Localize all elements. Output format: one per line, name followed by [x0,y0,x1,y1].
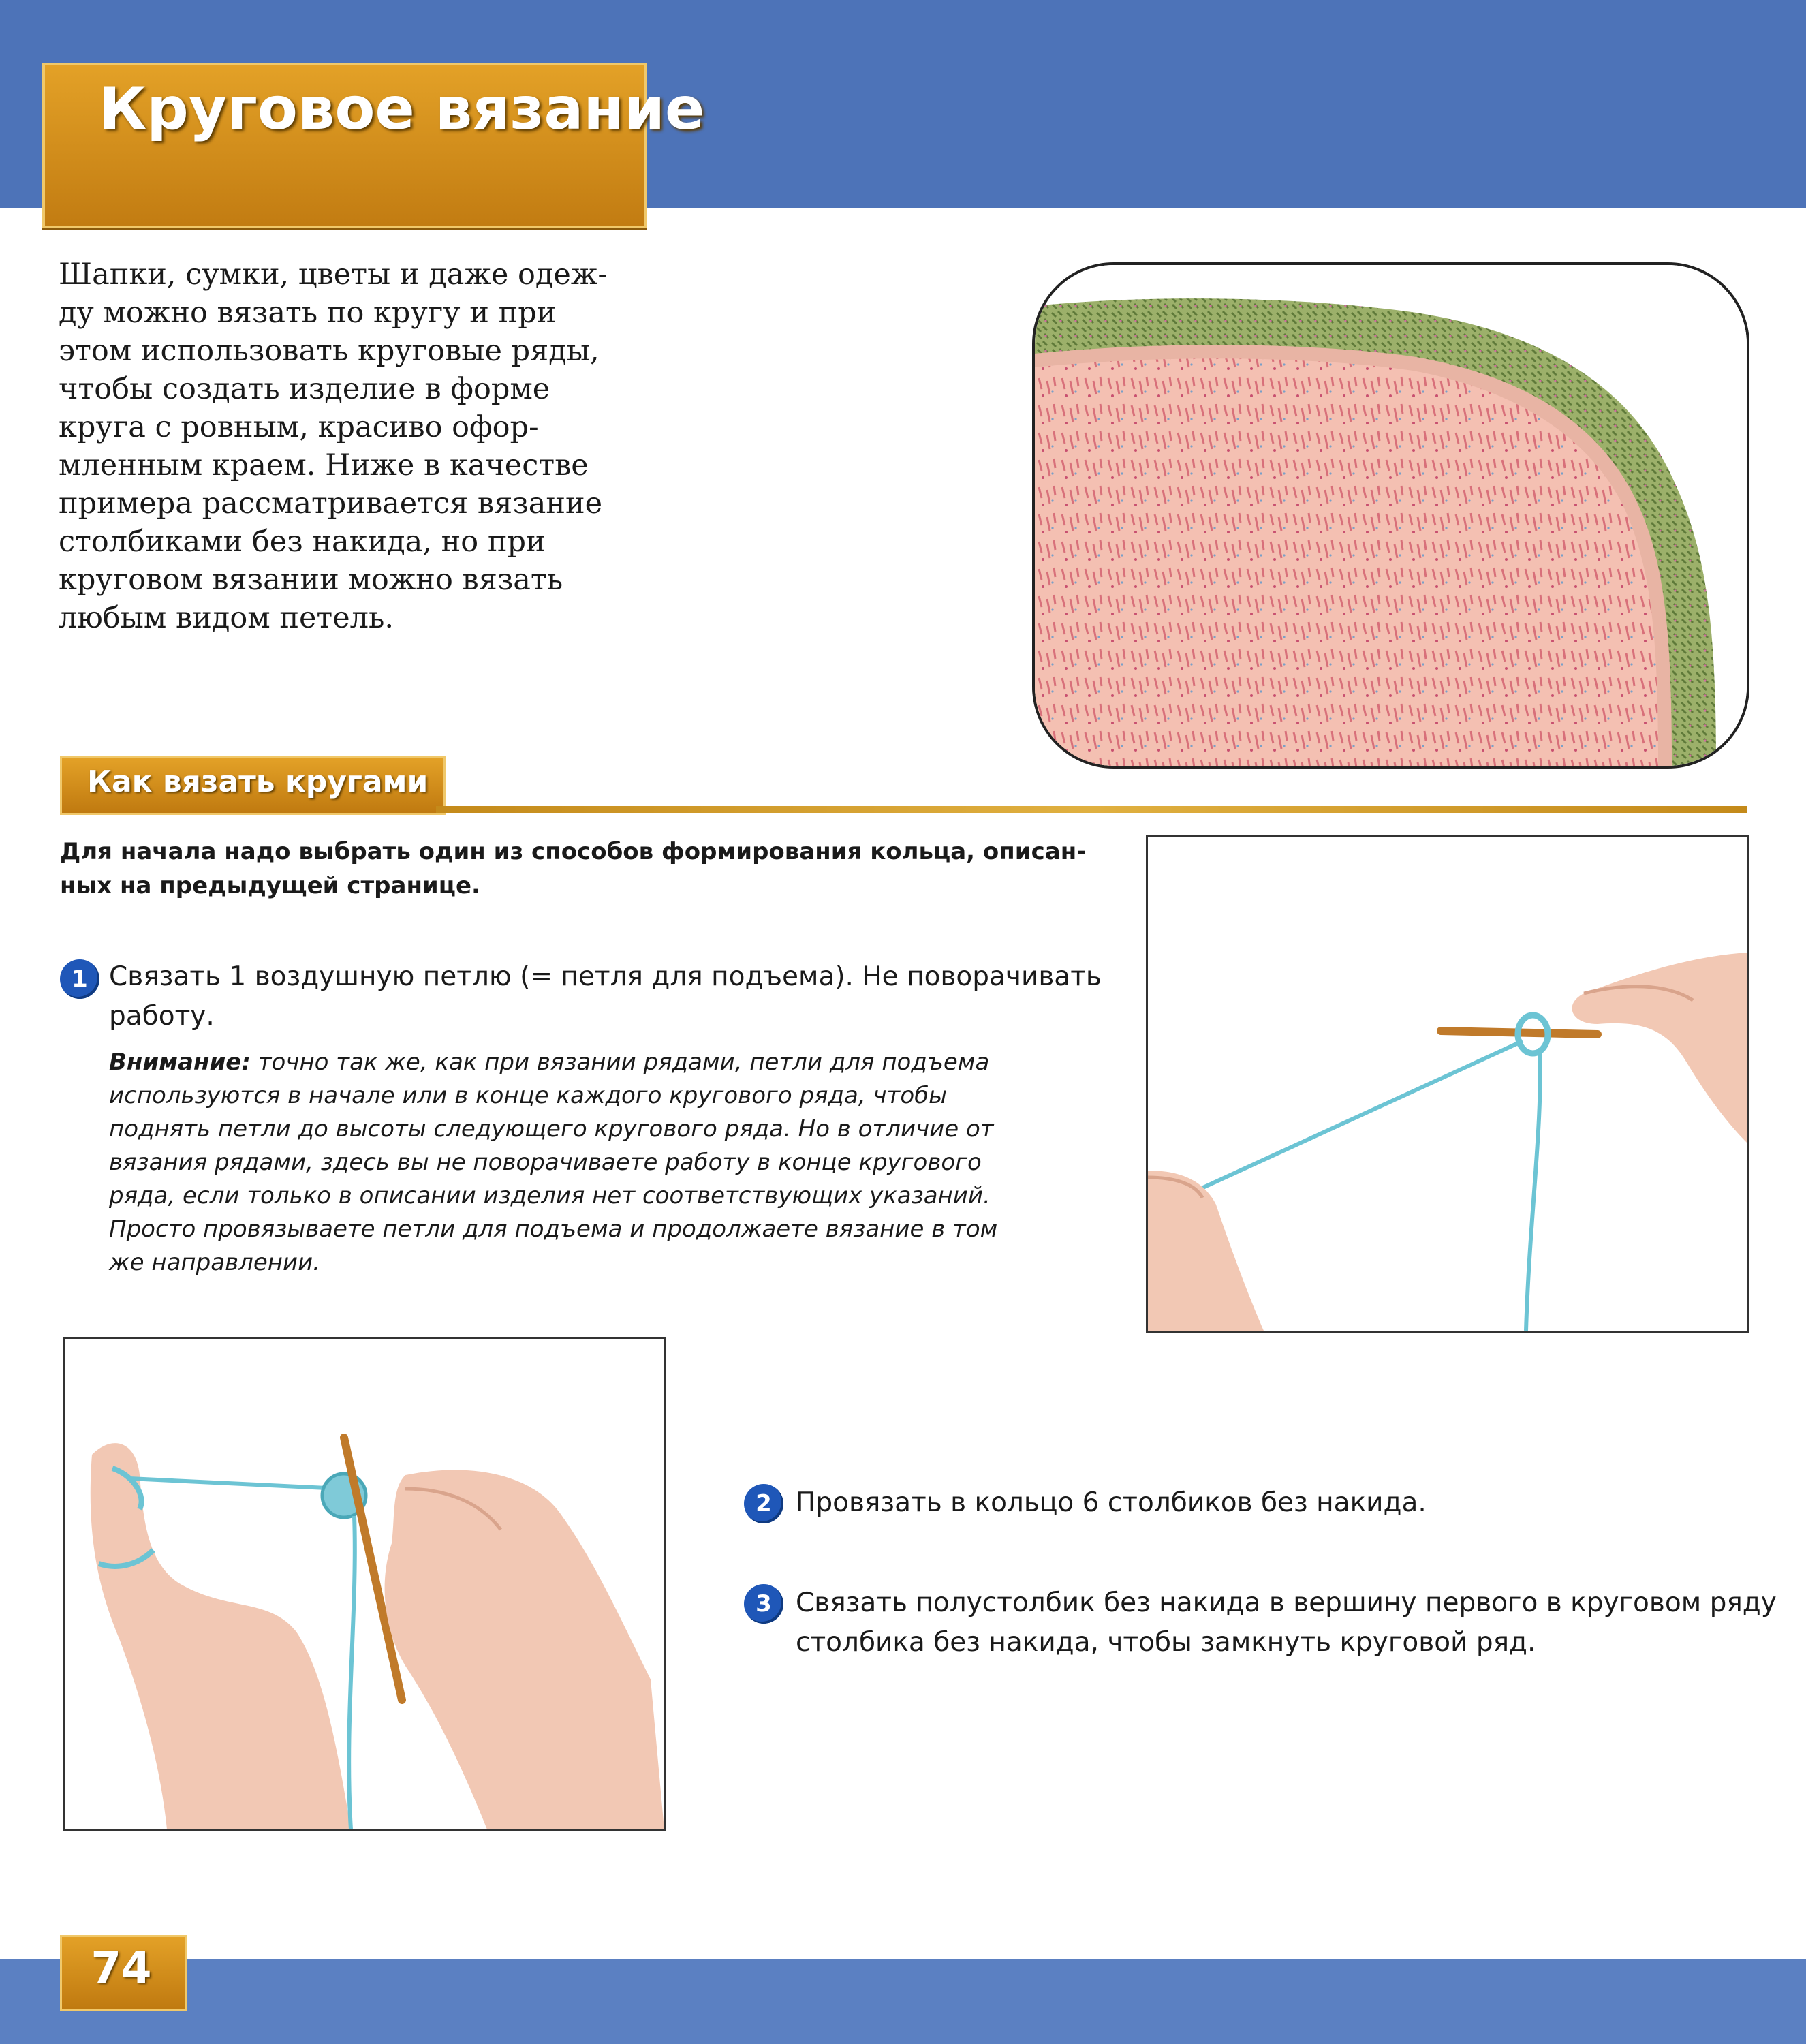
step-line: Связать 1 воздушную петлю (= петля для подъема). Не поворачивать [109,961,1102,992]
intro-line: круга с ровным, красиво офор- [59,410,539,444]
intro-line: примера рассматривается вязание [59,486,603,521]
section-divider [436,806,1747,813]
step-3-badge: 3 [744,1584,783,1624]
photo-1-illustration [1148,837,1747,1331]
step-1-text [109,957,1102,1036]
note-line: используются в начале или в конце каждого кругового ряда, чтобы [109,1082,947,1109]
step-2-badge: 2 [744,1484,783,1523]
step-3-text [796,1583,1777,1662]
photo-slip-loop [1146,835,1749,1333]
lead-line: ных на предыдущей странице. [60,872,480,899]
note-line: ряда, если только в описании изделия нет соответствующих указаний. [109,1182,991,1209]
photo-2-illustration [65,1339,664,1829]
step-2-text [796,1483,1749,1523]
note-first-line: точно так же, как при вязании рядами, петли для подъема [250,1049,990,1076]
intro-line: ду можно вязать по кругу и при [59,296,557,330]
attention-note [109,1046,1076,1280]
section-lead [60,835,1087,903]
intro-line: мленным краем. Ниже в качестве [59,448,589,482]
note-line: же направлении. [109,1249,320,1276]
note-line: вязания рядами, здесь вы не поворачиваете работу в конце кругового [109,1149,982,1176]
page-number: 74 [91,1943,152,1994]
bottom-band [0,1959,1806,2044]
intro-line: Шапки, сумки, цветы и даже одеж- [59,258,608,292]
intro-line: чтобы создать изделие в форме [59,372,550,406]
intro-line: столбиками без накида, но при [59,525,546,559]
lead-line: Для начала надо выбрать один из способов формирования кольца, описан- [60,838,1087,865]
note-line: поднять петли до высоты следующего кругового ряда. Но в отличие от [109,1115,994,1143]
step-line: работу. [109,1001,215,1032]
intro-paragraph [59,256,706,637]
photo-ring-stitches [63,1337,666,1831]
step-line: Провязать в кольцо 6 столбиков без накида. [796,1487,1427,1518]
step-1-badge: 1 [60,959,99,999]
step-line: столбика без накида, чтобы замкнуть круговой ряд. [796,1627,1536,1658]
page-title: Круговое вязание [99,75,705,143]
step-line: Связать полустолбик без накида в вершину первого в круговом ряду [796,1588,1777,1618]
crochet-swatch-photo [1032,262,1749,769]
section-title: Как вязать кругами [87,764,429,799]
note-label: Внимание: [109,1049,251,1076]
intro-line: круговом вязании можно вязать [59,563,563,597]
swatch-illustration [1035,265,1747,766]
note-line: Просто провязываете петли для подъема и продолжаете вязание в том [109,1215,998,1243]
intro-line: любым видом петель. [59,601,394,635]
intro-line: этом использовать круговые ряды, [59,334,600,368]
